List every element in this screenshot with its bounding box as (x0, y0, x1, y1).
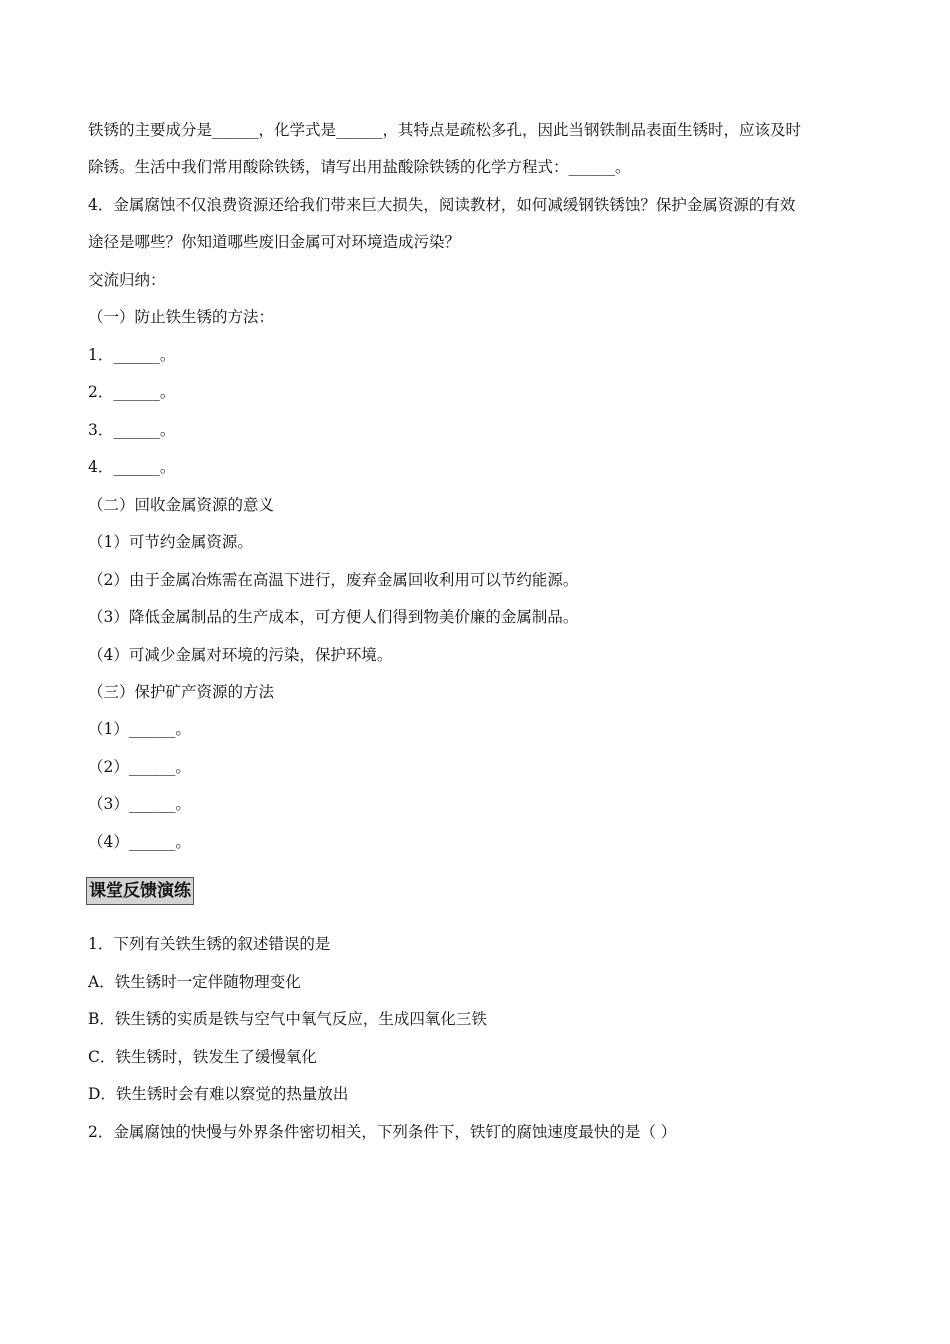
subheading-line: （二）回收金属资源的意义 (88, 496, 275, 514)
list-item: （3）降低金属制品的生产成本，可方便人们得到物美价廉的金属制品。 (88, 608, 579, 626)
list-item: 2．______。 (88, 383, 176, 401)
list-item: （2）______。 (88, 758, 191, 776)
option-line: C．铁生锈时，铁发生了缓慢氧化 (88, 1048, 317, 1066)
question-line: 1．下列有关铁生锈的叙述错误的是 (88, 935, 331, 953)
list-item: （1）______。 (88, 720, 191, 738)
paragraph-line: 4．金属腐蚀不仅浪费资源还给我们带来巨大损失，阅读教材，如何减缓钢铁锈蚀？保护金属资源的有效 (88, 196, 796, 214)
list-item: 3．______。 (88, 421, 176, 439)
question-line: 2．金属腐蚀的快慢与外界条件密切相关，下列条件下，铁钉的腐蚀速度最快的是（ ） (88, 1123, 677, 1141)
list-item: 1．______。 (88, 346, 176, 364)
paragraph-line: 除锈。生活中我们常用酸除铁锈，请写出用盐酸除铁锈的化学方程式：______。 (88, 158, 631, 176)
list-item: （4）______。 (88, 833, 191, 851)
list-item: （2）由于金属冶炼需在高温下进行，废弃金属回收利用可以节约能源。 (88, 571, 579, 589)
option-line: B．铁生锈的实质是铁与空气中氧气反应，生成四氧化三铁 (88, 1010, 487, 1028)
option-line: D．铁生锈时会有难以察觉的热量放出 (88, 1085, 349, 1103)
subheading-line: （三）保护矿产资源的方法 (88, 683, 275, 701)
list-item: （3）______。 (88, 795, 191, 813)
list-item: （1）可节约金属资源。 (88, 533, 253, 551)
section-header: 课堂反馈演练 (86, 877, 194, 905)
option-line: A．铁生锈时一定伴随物理变化 (88, 973, 301, 991)
paragraph-line: 铁锈的主要成分是______，化学式是______，其特点是疏松多孔，因此当钢铁制品表面生锈时，应该及时 (88, 121, 802, 139)
subheading-line: （一）防止铁生锈的方法： (88, 308, 275, 326)
paragraph-line: 交流归纳： (88, 271, 166, 289)
paragraph-line: 途径是哪些？你知道哪些废旧金属可对环境造成污染？ (88, 233, 461, 251)
list-item: 4．______。 (88, 458, 176, 476)
list-item: （4）可减少金属对环境的污染，保护环境。 (88, 646, 393, 664)
